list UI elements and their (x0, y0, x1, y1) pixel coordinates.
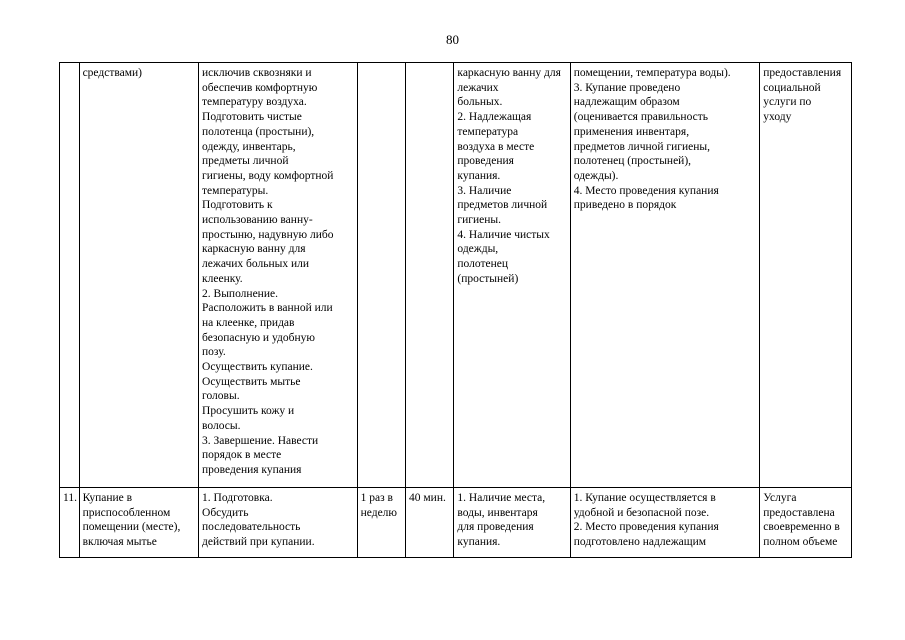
cell-line: 3. Завершение. Навести (202, 434, 319, 447)
cell-line: 1. Наличие места, (457, 492, 546, 504)
cell-line: последовательность (202, 521, 301, 534)
cell-line: лежачих (457, 81, 499, 94)
cell-line: Подготовить к (202, 199, 273, 212)
cell-line: 4. Наличие чистых (457, 228, 550, 241)
cell-line: купания. (457, 169, 501, 182)
cell-line: (оценивается правильность (573, 111, 708, 124)
frequency-cell (357, 488, 405, 558)
cell-line: использованию ванну- (202, 214, 313, 227)
cell-line: полотенец (457, 258, 509, 271)
cell-line: полотенец (простыней), (573, 155, 692, 168)
cell-line: безопасную и удобную (202, 331, 315, 344)
procedure-cell (199, 488, 358, 558)
cell-line: Просушить кожу и (202, 405, 295, 418)
quality-indicators-cell (570, 488, 760, 558)
cell-line: Услуга (763, 492, 797, 504)
cell-line: 2. Надлежащая (457, 111, 532, 124)
conditions-cell (454, 63, 570, 488)
cell-line: 1. Подготовка. (202, 492, 273, 504)
cell-line: помещении (месте), (82, 521, 181, 534)
duration-cell (406, 488, 454, 558)
cell-line: 40 мин. (409, 492, 446, 504)
cell-line: полном объеме (763, 536, 838, 549)
cell-line: действий при купании. (202, 536, 315, 549)
service-name-cell (79, 488, 198, 558)
cell-line: гигиены, воду комфортной (202, 169, 334, 182)
cell-line: больных. (457, 96, 503, 109)
cell-line: полотенца (простыни), (202, 125, 315, 138)
cell-line: каркасную ванну для (457, 67, 561, 79)
cell-line: услуги по (763, 96, 812, 109)
cell-line: одежду, инвентарь, (202, 140, 296, 153)
duration-cell (406, 63, 454, 488)
cell-line: предметы личной (202, 155, 289, 168)
cell-line: Купание в (82, 492, 133, 504)
procedure-cell (199, 63, 358, 488)
conditions-cell (454, 488, 570, 558)
page-number: 80 (446, 32, 459, 47)
quality-indicators-cell (570, 63, 760, 488)
cell-line: на клеенке, придав (202, 316, 295, 329)
row-number-cell: 11. (60, 488, 80, 558)
table-row (60, 488, 852, 558)
cell-line: 3. Наличие (457, 184, 512, 197)
cell-line: приведено в порядок (573, 199, 677, 212)
cell-line: порядок в месте (202, 449, 282, 462)
result-cell (760, 63, 852, 488)
cell-line: воды, инвентаря (457, 506, 538, 519)
cell-line: температуры. (202, 184, 269, 197)
cell-line: клеенку. (202, 272, 243, 285)
cell-line: включая мытье (82, 536, 157, 549)
cell-line: 4. Место проведения купания (573, 184, 719, 197)
cell-line: лежачих больных или (202, 258, 310, 271)
cell-line: 1 раз в (360, 492, 393, 504)
cell-line: приспособленном (82, 506, 171, 519)
cell-line: неделю (360, 506, 398, 519)
cell-line: 3. Купание проведено (573, 81, 681, 94)
cell-line: своевременно в (763, 521, 840, 534)
cell-line: температура (457, 125, 519, 138)
cell-line: (простыней) (457, 272, 519, 285)
cell-line: исключив сквозняки и (202, 67, 312, 79)
cell-line: предоставления (763, 67, 842, 79)
frequency-cell (357, 63, 405, 488)
cell-line: 1. Купание осуществляется в (573, 492, 716, 504)
cell-line: Подготовить чистые (202, 111, 302, 124)
cell-line: проведения (457, 155, 514, 168)
cell-line: гигиены. (457, 214, 502, 227)
cell-line: позу. (202, 346, 226, 359)
cell-line: предметов личной (457, 199, 548, 212)
cell-line: предоставлена (763, 506, 835, 519)
row-number-cell (60, 63, 80, 488)
cell-line: простыню, надувную либо (202, 228, 334, 241)
cell-line: 2. Место проведения купания (573, 521, 719, 534)
cell-line: применения инвентаря, (573, 125, 690, 138)
cell-line: Расположить в ванной или (202, 302, 333, 315)
cell-line: Осуществить мытье (202, 375, 301, 388)
cell-line: надлежащим образом (573, 96, 680, 109)
cell-line: помещении, температура воды). (573, 67, 731, 79)
service-name-cell (79, 63, 198, 488)
cell-line: средствами) (82, 67, 142, 79)
cell-line: для проведения (457, 521, 534, 534)
cell-line: обеспечив комфортную (202, 81, 318, 94)
cell-line: воздуха в месте (457, 140, 535, 153)
cell-line: одежды). (573, 169, 619, 182)
cell-line: предметов личной гигиены, (573, 140, 711, 153)
cell-line: Обсудить (202, 506, 249, 519)
services-table (59, 62, 852, 558)
cell-line: 2. Выполнение. (202, 287, 278, 300)
cell-line: купания. (457, 536, 501, 549)
cell-line: удобной и безопасной позе. (573, 506, 710, 519)
cell-line: Осуществить купание. (202, 361, 313, 374)
cell-line: температуру воздуха. (202, 96, 307, 109)
cell-line: волосы. (202, 419, 241, 432)
result-cell (760, 488, 852, 558)
cell-line: социальной (763, 81, 821, 94)
cell-line: головы. (202, 390, 240, 403)
cell-line: проведения купания (202, 463, 302, 476)
cell-line: каркасную ванну для (202, 243, 306, 256)
cell-line: подготовлено надлежащим (573, 536, 707, 549)
cell-line: уходу (763, 111, 792, 124)
cell-line: одежды, (457, 243, 499, 256)
table-row (60, 63, 852, 488)
